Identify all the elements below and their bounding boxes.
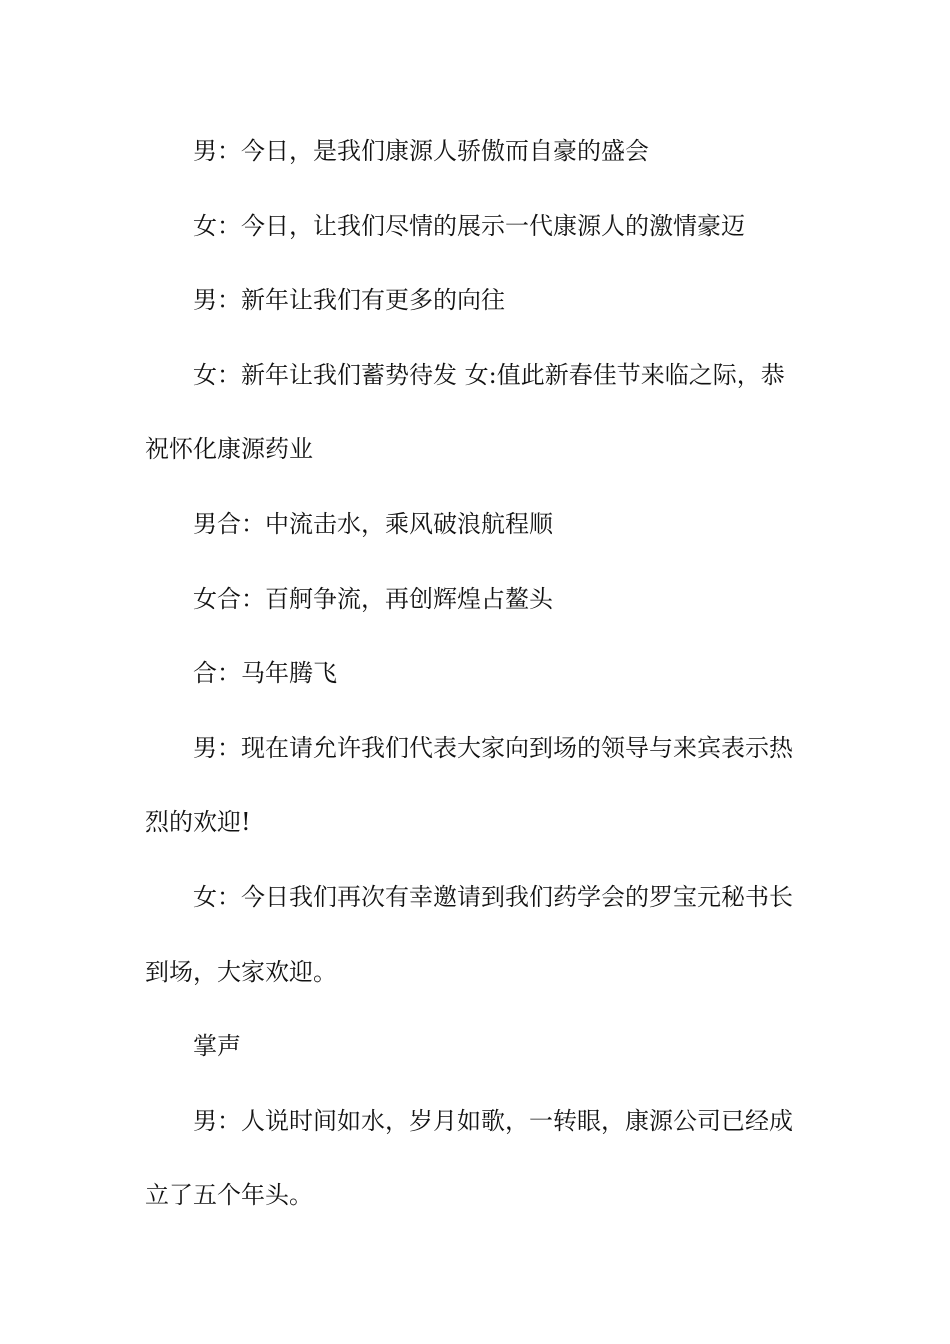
paragraph-line: 男：人说时间如水，岁月如歌，一转眼，康源公司已经成 <box>193 1106 793 1135</box>
paragraph-line: 女：今日，让我们尽情的展示一代康源人的激情豪迈 <box>193 211 745 240</box>
paragraph-continuation-line: 烈的欢迎! <box>145 808 251 837</box>
paragraph-continuation-line: 祝怀化康源药业 <box>145 435 313 464</box>
paragraph-line: 掌声 <box>193 1032 241 1061</box>
paragraph-line: 男合：中流击水，乘风破浪航程顺 <box>193 509 553 538</box>
paragraph-line: 男：新年让我们有更多的向往 <box>193 286 505 315</box>
paragraph-line: 男：今日，是我们康源人骄傲而自豪的盛会 <box>193 137 649 165</box>
paragraph-line: 男：现在请允许我们代表大家向到场的领导与来宾表示热 <box>193 733 793 762</box>
paragraph-line: 女合：百舸争流，再创辉煌占鳌头 <box>193 584 553 613</box>
paragraph-continuation-line: 立了五个年头。 <box>145 1181 313 1210</box>
paragraph-continuation-line: 到场，大家欢迎。 <box>145 957 337 986</box>
paragraph-line: 合：马年腾飞 <box>193 659 337 688</box>
document-body <box>145 130 810 1249</box>
paragraph-line: 女：今日我们再次有幸邀请到我们药学会的罗宝元秘书长 <box>193 882 793 911</box>
paragraph-line: 女：新年让我们蓄势待发 女:值此新春佳节来临之际，恭 <box>193 360 785 389</box>
